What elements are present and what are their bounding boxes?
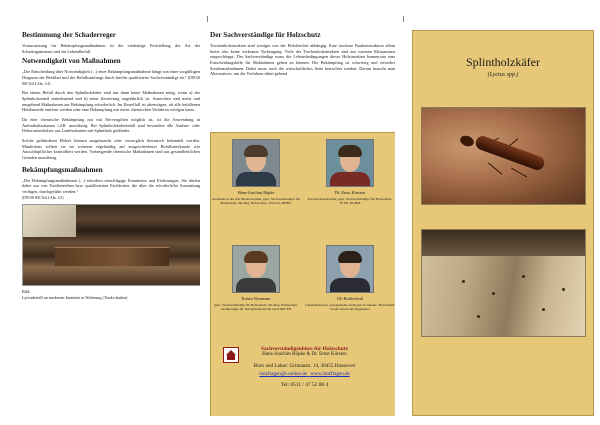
fold-mark-left <box>207 16 208 22</box>
expert-role: Chemielaborant, anorganische Analysen zu Salzen / Holzschutz Verein Deutscher Ingenieure <box>305 303 395 312</box>
section-heading-identification: Bestimmung der Schaderreger <box>22 32 116 39</box>
fold-mark-right <box>403 16 404 22</box>
section-heading-expert: Der Sachverständige für Holzschutz <box>210 32 321 39</box>
beetle-photo <box>421 107 586 205</box>
expert-name: Dr. Ernst Kürsten <box>334 190 366 195</box>
expert-card <box>305 245 395 312</box>
brochure-page <box>12 12 590 416</box>
office-phone: Tel: 0511 / 47 52 88 4 <box>280 382 329 389</box>
necessity-paragraph-1: Bei einem Befall durch den Splintholzkäfer sind nur dann keine Maßnahmen nötig, wenn a) der Splintholzanteil unbedeutend und b) seine Zerstörung ungefährlich ist. Anzeichen sind meist und umgehend Maßnahmen zur Bekämpfung erforderlich. Im Einzelfall ist abzuwägen, ob alle befallenen Holzbauteile entfernt werden oder eine Bekämpfung mit meist chemischen Verfahren erfolgen kann. <box>22 90 200 113</box>
photo-plank <box>55 247 169 266</box>
necessity-quote-text: „Die Entscheidung über Notwendigkeit (...) einer Bekämpfungsmaßnahme hängt von einer sorgfältigen Diagnose der Befallart und des Befallsumfangs durch hierfür qualifizierte Sachverständige ab.“ <box>22 69 200 80</box>
cover-title: Splintholzkäfer <box>466 55 540 69</box>
office-box <box>210 132 395 416</box>
expert-photo <box>232 139 280 187</box>
expert-intro-text: Trockenholzinsekten sind weniger von der Holzfeuchte abhängig. Eine trockene Baukonstruktion allein bietet also keine wirksame Vorbeugung. Viele der Trockenholzinsekten sind aus warmen Klimazonen eingeschleppt. Der Sachverständige muss die Lebensbedingungen dieser Holzinsekten kennen,um eine Entscheidungshilfe für Maßnahmen geben zu können. Die Bekämpfung ist schwierig und erfordert Sondermaßnahmen. Dabei muss auch die wirtschaftliches Seite betrachtet werden. Darum braucht man Alternativen, um die Verfahren dabei gehend <box>210 42 395 77</box>
expert-name: Uli Bohlscheid <box>337 296 363 301</box>
section-heading-necessity: Notwendigkeit von Maßnahmen <box>22 57 121 66</box>
control-quote <box>22 178 200 201</box>
infested-door-photo <box>22 204 200 286</box>
expert-role: Forstwissenschaftler, gepr. Sachverständiger für Holzschutz, IVTH, DGHM <box>307 197 393 206</box>
beetle-head <box>459 134 476 148</box>
photo-caption <box>22 289 200 300</box>
section-heading-control: Bekämpfungsmaßnahmen <box>22 165 103 174</box>
photo-light-area <box>23 205 76 237</box>
caption-label: Bild: <box>22 289 31 295</box>
office-names: Hans-Joachim Rüpke & Dr. Ernst Kürsten <box>262 352 347 358</box>
expert-photo <box>326 245 374 293</box>
expert-photo <box>232 245 280 293</box>
control-ref: (DIN 68 800 Teil 4 Abs. 4.5) <box>22 195 64 200</box>
cover-latin-name: (Lyctus spp.) <box>487 72 519 78</box>
email-link[interactable]: holzfragen@t-online.de <box>259 372 307 378</box>
office-info <box>217 346 392 388</box>
office-title: Sachverständigenbüro für Holzschutz <box>261 346 348 352</box>
office-address: Büro und Labor: Grimaustr. 14, 30455 Hannover <box>253 363 356 370</box>
expert-photo <box>326 139 374 187</box>
panel-right-cover <box>412 30 594 416</box>
cover-title-block <box>413 55 593 78</box>
wood-damage-photo <box>421 229 586 337</box>
necessity-ref: (DIN 68 800 Teil 4 Abs. 4.4) <box>22 75 200 86</box>
beetle-body <box>474 134 546 172</box>
expert-name: Katrin Neumann <box>241 296 271 301</box>
expert-card <box>211 139 301 206</box>
caption-text: Lyctusbefall an moderner Innentür in Wohnung (Totalschaden) <box>22 294 128 300</box>
necessity-quote <box>22 69 200 86</box>
necessity-paragraph-3: Solche gefährdeten Hölzer können ausgetauscht oder vorsorglich thermisch behandelt werden. Mindestens sollten sie im weiteren regelmäßig auf ausgeschiedenes Befallsmerkmale wie Ausschlupflöcher kontrolliert werden. Vorbeugende chemische Maßnahmen sind aus gesundheitlichen Gründen unzulässig. <box>22 138 200 161</box>
expert-card <box>211 245 301 312</box>
office-links <box>217 372 392 377</box>
control-quote-text: „Die Bekämpfungsmaßnahmen (...) erfordern einschlägige Kenntnisse und Erfahrungen. Sie dürfen daher nur von Fachbetrieben bzw. qualifizierten Fachleuten, die über die erforderliche Ausstattung verfügen, durchgeführt werden.“ <box>22 177 200 194</box>
expert-role: Architekt in der AK Niedersachsen, gepr. Sachverständiger für Holzschutz, SK-Reg. Holzschutz, WTA-D, DHBV <box>212 197 300 206</box>
panel-middle <box>210 32 395 416</box>
expert-card <box>305 139 395 206</box>
panel-left <box>22 32 200 416</box>
website-link[interactable]: www.holzfragen.de <box>310 372 350 378</box>
expert-role: gepr. Sachverständige für Holzschutz, SK-Reg. Holzschutz, Sachkundige für Spielplatzkontrolle nach DIN EN <box>214 303 298 312</box>
necessity-paragraph-2: Da eine chemische Bekämpfung nur mit Nervengiften möglich ist, ist die Anwendung in Aufenthaltsräumen i.d.R. unzulässig. Bei Splintholzkäferbefall sind besondere alle Ausbau- oder Dekorationshölzer aus Laubholzarten mit Splintholz gefährdet. <box>22 117 200 134</box>
identification-text: Voraussetzung für Bekämpfungsmaßnahmen ist die eindeutige Feststellung der Art der Schadorganismen und ein Lebendbefall. <box>22 42 200 54</box>
expert-name: Hans-Joachim Rüpke <box>237 190 275 195</box>
house-logo-icon <box>223 347 239 363</box>
